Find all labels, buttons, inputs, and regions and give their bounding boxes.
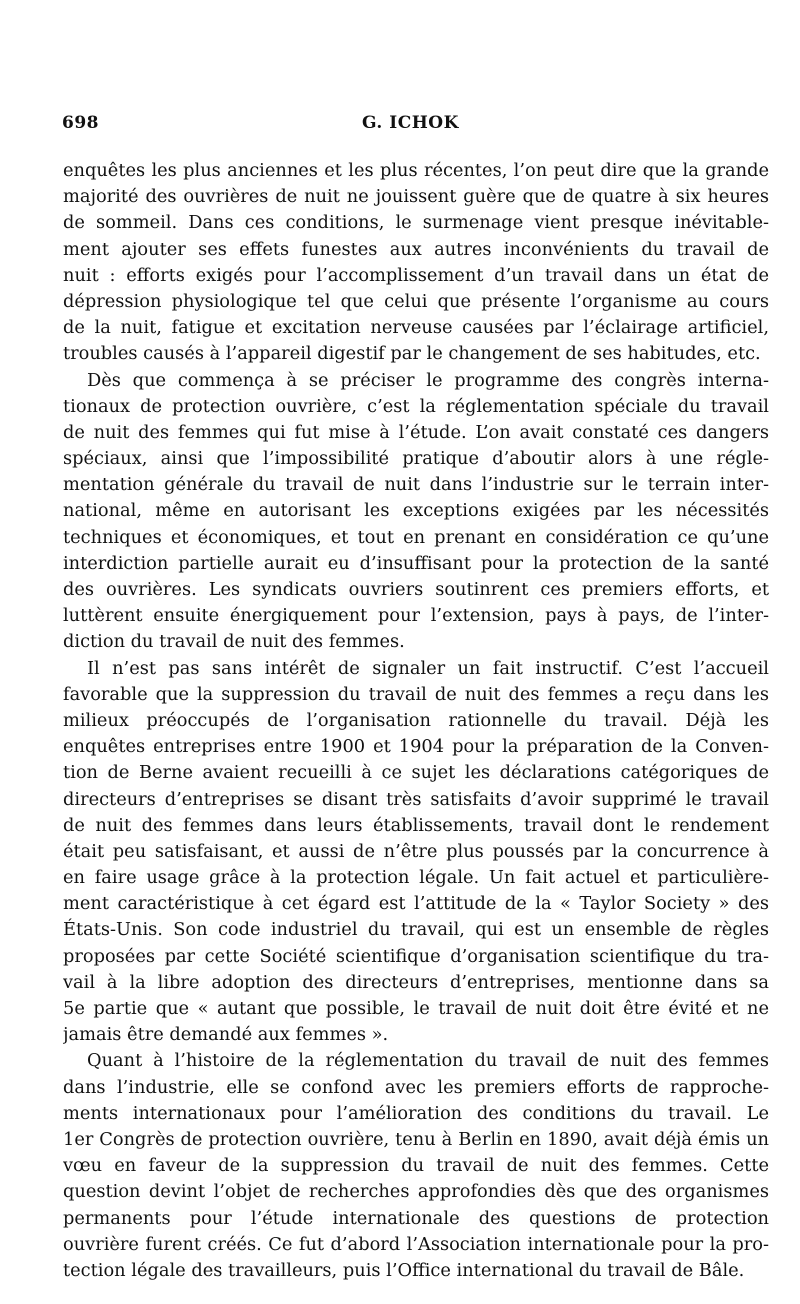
text-line: troubles causés à l’appareil digestif par le changement de ses habitudes, etc. [63, 343, 761, 365]
text-line: luttèrent ensuite énergiquement pour l’extension, pays à pays, de l’inter- [63, 605, 769, 627]
text-line: dépression physiologique tel que celui que présente l’organisme au cours [63, 290, 769, 312]
text-line: était peu satisfaisant, et aussi de n’être plus poussés par la concurrence à [63, 840, 769, 862]
text-line: tionaux de protection ouvrière, c’est la réglementation spéciale du travail [63, 395, 769, 417]
text-line: milieux préoccupés de l’organisation rationnelle du travail. Déjà les [63, 709, 769, 731]
text-line: 1er Congrès de protection ouvrière, tenu à Berlin en 1890, avait déjà émis un [63, 1128, 769, 1150]
text-line: des ouvrières. Les syndicats ouvriers soutinrent ces premiers efforts, et [63, 579, 769, 600]
text-line: de sommeil. Dans ces conditions, le surmenage vient presque inévitable- [63, 212, 769, 234]
text-line: de nuit des femmes dans leurs établissements, travail dont le rendement [63, 814, 769, 836]
text-line: diction du travail de nuit des femmes. [63, 631, 405, 653]
text-line: vail à la libre adoption des directeurs d’entreprises, mentionne dans sa [63, 971, 769, 993]
text-line: question devint l’objet de recherches approfondies dès que des organismes [63, 1181, 769, 1203]
running-title: G. ICHOK [362, 113, 459, 133]
text-line: enquêtes entreprises entre 1900 et 1904 pour la préparation de la Conven- [63, 736, 769, 758]
text-line: ments internationaux pour l’amélioration des conditions du travail. Le [63, 1102, 769, 1124]
text-line: Dès que commença à se préciser le programme des congrès interna- [87, 369, 769, 391]
text-line: spéciaux, ainsi que l’impossibilité pratique d’aboutir alors à une régle- [63, 448, 769, 470]
text-line: majorité des ouvrières de nuit ne jouissent guère que de quatre à six heures [63, 186, 769, 208]
text-line: ment caractéristique à cet égard est l’attitude de la « Taylor Society » des [63, 893, 769, 915]
text-line: favorable que la suppression du travail de nuit des femmes a reçu dans les [63, 683, 769, 705]
text-line: proposées par cette Société scientifique d’organisation scientifique du tra- [63, 945, 769, 967]
body-text [63, 158, 769, 1284]
text-line: Quant à l’histoire de la réglementation du travail de nuit des femmes [87, 1050, 769, 1072]
text-line: Il n’est pas sans intérêt de signaler un fait instructif. C’est l’accueil [87, 657, 769, 679]
text-line: directeurs d’entreprises se disant très satisfaits d’avoir supprimé le travail [63, 788, 769, 810]
text-line: permanents pour l’étude internationale des questions de protection [63, 1207, 769, 1229]
running-header [62, 113, 762, 139]
text-line: de la nuit, fatigue et excitation nerveuse causées par l’éclairage artificiel, [63, 317, 769, 339]
text-line: ment ajouter ses effets funestes aux autres inconvénients du travail de [63, 238, 769, 260]
text-line: enquêtes les plus anciennes et les plus récentes, l’on peut dire que la grande [63, 160, 769, 181]
text-line: jamais être demandé aux femmes ». [63, 1024, 389, 1046]
text-line: tion de Berne avaient recueilli à ce sujet les déclarations catégoriques de [63, 762, 769, 784]
text-line: dans l’industrie, elle se confond avec les premiers efforts de rapproche- [63, 1076, 769, 1098]
text-line: États-Unis. Son code industriel du travail, qui est un ensemble de règles [63, 919, 769, 941]
text-line: vœu en faveur de la suppression du travail de nuit des femmes. Cette [63, 1155, 769, 1177]
text-line: nuit : efforts exigés pour l’accomplissement d’un travail dans un état de [63, 264, 769, 286]
text-line: de nuit des femmes qui fut mise à l’étude. L’on avait constaté ces dangers [63, 421, 769, 443]
text-line: national, même en autorisant les exceptions exigées par les nécessités [63, 500, 769, 522]
text-line: techniques et économiques, et tout en prenant en considération ce qu’une [63, 526, 769, 548]
text-line: mentation générale du travail de nuit dans l’industrie sur le terrain inter- [63, 474, 769, 496]
page-number: 698 [62, 113, 99, 133]
text-line: ouvrière furent créés. Ce fut d’abord l’Association internationale pour la pro- [63, 1233, 769, 1255]
text-line: 5e partie que « autant que possible, le travail de nuit doit être évité et ne [63, 998, 769, 1019]
text-line: en faire usage grâce à la protection légale. Un fait actuel et particulière- [63, 867, 769, 889]
text-line: interdiction partielle aurait eu d’insuffisant pour la protection de la santé [63, 552, 769, 574]
text-line: tection légale des travailleurs, puis l’Office international du travail de Bâle. [63, 1259, 745, 1281]
